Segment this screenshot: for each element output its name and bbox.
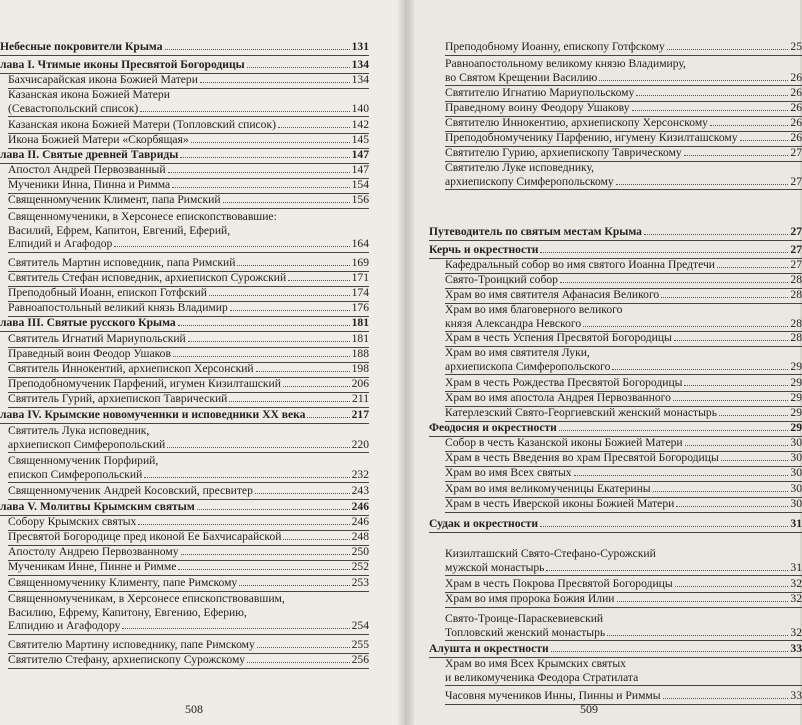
toc-entry-title: Бахчисарайская икона Божией Матери xyxy=(8,73,198,86)
toc-entry xyxy=(445,406,802,420)
toc-entry xyxy=(8,484,369,498)
toc-entry-page: 30 xyxy=(790,436,802,449)
toc-entry-page: 156 xyxy=(351,193,369,206)
toc-entry-line: Храм во имя святителя Луки, xyxy=(445,346,590,359)
leader-dots xyxy=(138,524,349,525)
toc-entry-page: 198 xyxy=(351,362,369,375)
toc-entry-title: Керчь и окрестности xyxy=(429,243,539,256)
toc-entry-title: лава V. Молитвы Крымским святым xyxy=(0,500,195,513)
toc-entry-title: Мученики Инна, Пинна и Римма xyxy=(8,178,171,191)
toc-entry xyxy=(8,73,369,87)
toc-entry-line: Равноапостольному великому князю Владимиру, xyxy=(445,57,686,70)
toc-entry-title: Равноапостольный великий князь Владимир xyxy=(8,301,228,314)
toc-entry-page: 243 xyxy=(351,484,369,497)
toc-entry-page: 27 xyxy=(790,258,802,271)
toc-entry-line: Святитель Лука исповедник, xyxy=(8,424,150,437)
toc-entry-page: 255 xyxy=(351,638,369,651)
leader-dots xyxy=(165,49,350,50)
leader-dots xyxy=(172,187,349,188)
toc-entry-page: 246 xyxy=(351,515,369,528)
leader-dots xyxy=(617,601,789,602)
toc-entry-line: Василий, Ефрем, Капитон, Евгений, Еферий, xyxy=(8,223,231,237)
toc-entry-page: 32 xyxy=(790,592,802,605)
leader-dots xyxy=(122,628,349,629)
toc-entry-title: Храм в честь Успения Пресвятой Богородицы xyxy=(445,331,672,344)
leader-dots xyxy=(283,539,349,540)
toc-entry xyxy=(445,612,802,639)
toc-entry-title: Преподобномученик Парфений, игумен Кизилташский xyxy=(8,377,281,390)
toc-entry-title: Храм во имя апостола Андрея Первозванного xyxy=(445,391,671,404)
toc-entry-page: 246 xyxy=(351,500,369,513)
toc-entry xyxy=(0,58,369,72)
toc-entry-page: 26 xyxy=(790,101,802,114)
toc-entry-page: 252 xyxy=(351,560,369,573)
toc-entry-page: 30 xyxy=(790,497,802,510)
toc-entry-page: 28 xyxy=(790,331,802,344)
leader-dots xyxy=(181,554,350,555)
leader-dots xyxy=(663,698,789,699)
toc-entry-line: Священномученикам, в Херсонесе епископствовавшим, xyxy=(8,592,285,605)
toc-entry-title: Храм во имя пророка Божия Илии xyxy=(445,592,615,605)
toc-entry xyxy=(445,331,802,345)
toc-entry xyxy=(429,225,802,239)
toc-entry-page: 181 xyxy=(351,332,369,345)
toc-entry-title: Святителю Гурию, архиепископу Таврическому xyxy=(445,146,682,159)
toc-entry-page: 140 xyxy=(351,101,369,115)
toc-entry-title: Священномученик Андрей Косовский, пресвитер xyxy=(8,484,253,497)
toc-entry-line: Казанская икона Божией Матери xyxy=(8,88,170,101)
toc-entry-page: 29 xyxy=(790,421,802,434)
toc-entry xyxy=(445,273,802,287)
toc-entry-page: 188 xyxy=(351,347,369,360)
toc-entry-title: Апостолу Андрею Первозванному xyxy=(8,545,179,558)
toc-entry-title: Елпидию и Агафодору xyxy=(8,619,121,632)
toc-entry-title: Храм в честь Иверской иконы Божией Матери xyxy=(445,497,675,510)
leader-dots xyxy=(740,140,789,141)
toc-entry-title: Храм во имя святителя Афанасия Великого xyxy=(445,288,660,301)
toc-entry-page: 25 xyxy=(790,40,802,53)
toc-entry-title: Святителю Игнатию Мариупольскому xyxy=(445,86,635,99)
toc-entry-title: архиепископа Симферопольского xyxy=(445,359,611,373)
toc-entry xyxy=(8,163,369,177)
leader-dots xyxy=(200,82,350,83)
toc-entry-title: Алушта и окрестности xyxy=(429,642,549,655)
toc-entry xyxy=(8,377,369,391)
toc-entry xyxy=(445,657,802,684)
leader-dots xyxy=(710,125,788,126)
toc-entry-page: 169 xyxy=(351,256,369,269)
toc-entry-page: 26 xyxy=(790,86,802,99)
toc-entry-page: 217 xyxy=(351,408,369,421)
leader-dots xyxy=(191,142,350,143)
leader-dots xyxy=(144,477,349,478)
toc-entry-title: Преподобный Иоанн, епископ Готфский xyxy=(8,286,207,299)
leader-dots xyxy=(717,267,788,268)
toc-entry-page: 27 xyxy=(790,146,802,159)
leader-dots xyxy=(247,662,350,663)
toc-entry-title: Праведный воин Феодор Ушаков xyxy=(8,347,171,360)
toc-entry-page: 31 xyxy=(790,517,802,530)
toc-entry-page: 232 xyxy=(351,467,369,481)
toc-entry-page: 33 xyxy=(790,642,802,655)
toc-entry-title: Храм в честь Введения во храм Пресвятой Богородицы xyxy=(445,451,719,464)
toc-entry-title: Святителю Мартину исповеднику, папе Римскому xyxy=(8,638,255,651)
toc-entry-page: 30 xyxy=(790,482,802,495)
leader-dots xyxy=(599,80,788,81)
toc-entry xyxy=(8,515,369,529)
leader-dots xyxy=(667,49,789,50)
toc-entry xyxy=(8,592,369,633)
leader-dots xyxy=(559,430,789,431)
toc-entry xyxy=(8,256,369,270)
leader-dots xyxy=(178,569,349,570)
toc-entry-title: Елпидий и Агафодор xyxy=(8,237,113,250)
leader-dots xyxy=(178,325,350,326)
toc-entry xyxy=(8,271,369,285)
toc-entry-page: 142 xyxy=(351,118,369,131)
toc-entry-title: Кафедральный собор во имя святого Иоанна Предтечи xyxy=(445,258,716,271)
toc-entry-page: 220 xyxy=(351,437,369,451)
toc-entry xyxy=(429,642,802,656)
toc-entry-line: Свято-Троице-Параскевиевский xyxy=(445,612,604,625)
toc-entry xyxy=(445,101,802,115)
toc-entry-page: 26 xyxy=(790,131,802,144)
toc-entry-page: 33 xyxy=(790,689,802,702)
toc-entry-page: 29 xyxy=(790,391,802,404)
toc-entry-page: 28 xyxy=(790,288,802,301)
toc-entry-title: Икона Божией Матери «Скорбящая» xyxy=(8,133,189,146)
leader-dots xyxy=(676,506,788,507)
leader-dots xyxy=(229,401,350,402)
toc-entry xyxy=(0,316,369,330)
leader-dots xyxy=(684,385,788,386)
leader-dots xyxy=(167,447,349,448)
leader-dots xyxy=(168,172,350,173)
leader-dots xyxy=(239,585,349,586)
toc-entry-title: Святитель Игнатий Мариупольский xyxy=(8,332,186,345)
leader-dots xyxy=(661,297,788,298)
toc-entry-title: во Святом Крещении Василию xyxy=(445,70,598,84)
toc-entry-page: 32 xyxy=(790,577,802,590)
toc-entry-page: 176 xyxy=(351,301,369,314)
toc-entry-title: Святителю Иннокентию, архиепископу Херсонскому xyxy=(445,116,708,129)
toc-entry-page: 27 xyxy=(790,243,802,256)
leader-dots xyxy=(247,67,350,68)
toc-entry xyxy=(8,454,369,481)
toc-entry-page: 253 xyxy=(351,576,369,589)
page-number-left: 508 xyxy=(185,702,203,716)
toc-entry xyxy=(445,86,802,100)
toc-entry-line: Священномученик Порфирий, xyxy=(8,454,159,467)
toc-entry xyxy=(445,376,802,390)
leader-dots xyxy=(551,651,789,652)
toc-entry-page: 30 xyxy=(790,466,802,479)
toc-entry-page: 134 xyxy=(351,73,369,86)
toc-entry xyxy=(8,347,369,361)
leader-dots xyxy=(540,526,788,527)
leader-dots xyxy=(540,252,788,253)
leader-dots xyxy=(209,295,350,296)
toc-entry-page: 248 xyxy=(351,530,369,543)
toc-entry-title: Небесные покровители Крыма xyxy=(0,40,163,53)
toc-entry xyxy=(8,362,369,376)
toc-entry xyxy=(445,303,802,330)
toc-entry xyxy=(8,424,369,451)
toc-entry-page: 145 xyxy=(351,133,369,146)
toc-entry xyxy=(0,408,369,422)
toc-entry xyxy=(445,577,802,591)
toc-entry-title: лава IV. Крымские новомученики и исповедники XX века xyxy=(0,408,306,421)
toc-entry-page: 27 xyxy=(790,174,802,188)
toc-entry xyxy=(445,146,802,160)
toc-entry-title: Святитель Мартин исповедник, папа Римский xyxy=(8,256,236,269)
toc-entry-page: 30 xyxy=(790,451,802,464)
toc-entry xyxy=(445,451,802,465)
toc-entry xyxy=(8,638,369,652)
toc-entry xyxy=(445,116,802,130)
toc-entry-line: Василию, Ефрему, Капитону, Евгению, Еферию, xyxy=(8,605,247,619)
leader-dots xyxy=(719,415,788,416)
leader-dots xyxy=(674,340,789,341)
leader-dots xyxy=(278,127,350,128)
toc-entry xyxy=(429,421,802,435)
toc-entry-title: Преподобному Иоанну, епископу Готфскому xyxy=(445,40,665,53)
toc-entry xyxy=(445,547,802,574)
toc-entry xyxy=(8,576,369,590)
toc-entry xyxy=(8,392,369,406)
toc-entry xyxy=(445,57,802,84)
toc-entry-page: 29 xyxy=(790,376,802,389)
toc-entry xyxy=(429,243,802,257)
toc-entry-title: Храм во имя Всех святых xyxy=(445,466,572,479)
toc-entry-page: 31 xyxy=(790,560,802,574)
leader-dots xyxy=(644,234,788,235)
toc-entry xyxy=(445,466,802,480)
toc-entry-page: 147 xyxy=(351,163,369,176)
toc-entry-page: 164 xyxy=(351,237,369,250)
leader-dots xyxy=(616,184,789,185)
leader-dots xyxy=(673,400,789,401)
toc-entry-title: лава I. Чтимые иконы Пресвятой Богородицы xyxy=(0,58,245,71)
toc-entry-title: Священномученику Клименту, папе Римскому xyxy=(8,576,238,589)
toc-entry xyxy=(8,88,369,115)
toc-entry-page: 26 xyxy=(790,70,802,84)
toc-entry xyxy=(445,40,802,54)
toc-entry xyxy=(445,391,802,405)
leader-dots xyxy=(256,371,350,372)
leader-dots xyxy=(675,586,789,587)
toc-entry-page: 27 xyxy=(790,225,802,238)
leader-dots xyxy=(583,326,788,327)
leader-dots xyxy=(237,265,349,266)
toc-entry-page: 256 xyxy=(351,653,369,666)
leader-dots xyxy=(612,369,788,370)
right-page xyxy=(405,0,800,725)
leader-dots xyxy=(684,155,789,156)
toc-entry-page: 211 xyxy=(352,392,369,405)
toc-entry xyxy=(8,133,369,147)
toc-entry-title: епископ Симферопольский xyxy=(8,467,143,481)
leader-dots xyxy=(173,356,350,357)
toc-entry-title: Путеводитель по святым местам Крыма xyxy=(429,225,642,238)
toc-entry-title: Священномученик Климент, папа Римский xyxy=(8,193,221,206)
toc-entry-title: Храм во имя великомученицы Екатерины xyxy=(445,482,651,495)
toc-entry-line: Священномученики, в Херсонесе епископствовавшие: xyxy=(8,210,277,223)
toc-entry xyxy=(8,545,369,559)
toc-entry xyxy=(8,286,369,300)
toc-entry-title: князя Александра Невского xyxy=(445,316,582,330)
leader-dots xyxy=(223,202,350,203)
toc-entry-title: Пресвятой Богородице пред иконой Ее Бахчисарайской xyxy=(8,530,282,543)
leader-dots xyxy=(180,157,349,158)
toc-entry-page: 250 xyxy=(351,545,369,558)
leader-dots xyxy=(607,635,788,636)
toc-entry xyxy=(8,530,369,544)
leader-dots xyxy=(188,341,350,342)
leader-dots xyxy=(546,570,788,571)
toc-entry xyxy=(8,178,369,192)
toc-entry-title: Праведному воину Феодору Ушакову xyxy=(445,101,630,114)
leader-dots xyxy=(257,647,350,648)
toc-entry-line: Храм во имя благоверного великого xyxy=(445,303,623,316)
toc-entry xyxy=(8,210,369,251)
toc-entry-title: лава II. Святые древней Тавриды xyxy=(0,148,179,161)
toc-entry-title: Собору Крымских святых xyxy=(8,515,137,528)
toc-entry-page: 206 xyxy=(351,377,369,390)
toc-entry-page: 181 xyxy=(351,316,369,329)
toc-entry-title: Катерлезский Свято-Георгиевский женский монастырь xyxy=(445,406,717,419)
toc-entry-title: Святитель Гурий, архиепископ Таврический xyxy=(8,392,228,405)
toc-entry-title: Апостол Андрей Первозванный xyxy=(8,163,166,176)
toc-entry xyxy=(445,436,802,450)
leader-dots xyxy=(255,493,350,494)
toc-entry xyxy=(445,131,802,145)
leader-dots xyxy=(114,246,349,247)
toc-entry-title: и великомученика Феодора Стратилата xyxy=(445,670,639,684)
toc-entry-page: 131 xyxy=(351,40,369,53)
toc-entry xyxy=(0,500,369,514)
toc-entry xyxy=(8,301,369,315)
toc-entry-title: Святитель Стефан исповедник, архиепископ Сурожский xyxy=(8,271,287,284)
leader-dots xyxy=(197,509,350,510)
leader-dots xyxy=(288,280,349,281)
toc-entry-page: 28 xyxy=(790,316,802,330)
toc-entry xyxy=(445,258,802,272)
toc-entry-title: лава III. Святые русского Крыма xyxy=(0,316,176,329)
toc-entry-line: Храм во имя Всех Крымских святых xyxy=(445,657,626,670)
leader-dots xyxy=(574,475,789,476)
toc-entry-page: 147 xyxy=(351,148,369,161)
leader-dots xyxy=(283,386,350,387)
page-number-right: 509 xyxy=(580,702,598,716)
toc-entry-page: 171 xyxy=(351,271,369,284)
toc-entry xyxy=(8,653,369,667)
leader-dots xyxy=(721,460,789,461)
toc-entry xyxy=(8,560,369,574)
toc-entry-page: 26 xyxy=(790,116,802,129)
toc-entry-page: 28 xyxy=(790,273,802,286)
toc-entry-title: Судак и окрестности xyxy=(429,517,539,530)
toc-entry xyxy=(429,517,802,531)
toc-entry-page: 32 xyxy=(790,625,802,639)
leader-dots xyxy=(140,111,349,112)
toc-entry-title: Святителю Стефану, архиепископу Сурожскому xyxy=(8,653,246,666)
leader-dots xyxy=(632,110,789,111)
toc-entry-page: 29 xyxy=(790,359,802,373)
toc-entry xyxy=(0,148,369,162)
toc-entry-title: мужской монастырь xyxy=(445,560,545,574)
leader-dots xyxy=(230,310,350,311)
toc-entry xyxy=(445,482,802,496)
leader-dots xyxy=(636,95,788,96)
toc-entry-title: Часовня мучеников Инны, Пинны и Риммы xyxy=(445,689,661,702)
toc-entry-title: Топловский женский монастырь xyxy=(445,625,606,639)
toc-entry xyxy=(8,193,369,207)
toc-entry-title: архиепископу Симферопольскому xyxy=(445,174,614,188)
toc-entry-title: Свято-Троицкий собор xyxy=(445,273,558,286)
toc-entry xyxy=(0,40,369,54)
leader-dots xyxy=(685,445,789,446)
toc-entry-title: Храм в честь Покрова Пресвятой Богородицы xyxy=(445,577,673,590)
toc-entry-title: Мученикам Инне, Пинне и Римме xyxy=(8,560,177,573)
toc-entry-title: Святитель Иннокентий, архиепископ Херсонский xyxy=(8,362,254,375)
leader-dots xyxy=(560,282,788,283)
toc-entry xyxy=(445,497,802,511)
toc-entry-title: (Севастопольский список) xyxy=(8,101,139,115)
toc-entry-page: 154 xyxy=(351,178,369,191)
toc-entry xyxy=(8,332,369,346)
toc-entry-page: 254 xyxy=(351,619,369,632)
toc-entry-line: Кизилташский Свято-Стефано-Сурожский xyxy=(445,547,656,560)
toc-entry-title: Преподобномученику Парфению, игумену Кизилташскому xyxy=(445,131,738,144)
toc-entry-page: 134 xyxy=(351,58,369,71)
toc-entry-title: Собор в честь Казанской иконы Божией Матери xyxy=(445,436,683,449)
toc-entry xyxy=(8,118,369,132)
toc-entry-title: архиепископ Симферопольский xyxy=(8,437,166,451)
toc-entry-title: Казанская икона Божией Матери (Топловский список) xyxy=(8,118,276,131)
toc-entry xyxy=(445,346,802,373)
toc-entry-page: 29 xyxy=(790,406,802,419)
toc-entry-line: Святителю Луке исповеднику, xyxy=(445,161,595,174)
book-gutter xyxy=(398,0,414,725)
toc-entry-title: Феодосия и окрестности xyxy=(429,421,557,434)
toc-entry xyxy=(445,288,802,302)
toc-entry xyxy=(445,689,802,703)
toc-entry-title: Храм в честь Рождества Пресвятой Богородицы xyxy=(445,376,683,389)
toc-entry-page: 174 xyxy=(351,286,369,299)
leader-dots xyxy=(653,491,789,492)
leader-dots xyxy=(307,417,349,418)
toc-entry xyxy=(445,161,802,188)
toc-entry xyxy=(445,592,802,606)
